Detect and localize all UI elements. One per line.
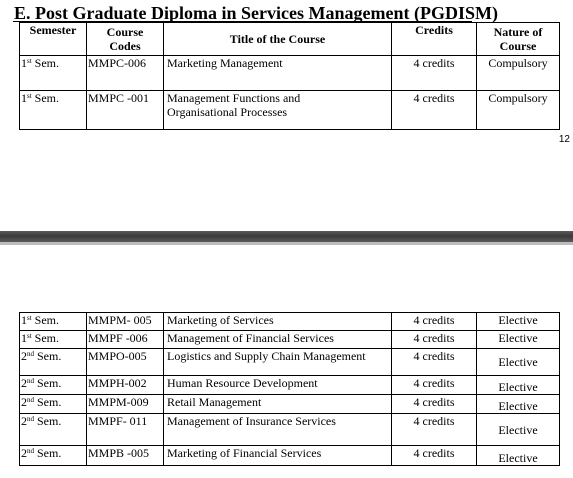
semester-number: 2 bbox=[21, 414, 27, 428]
credits-cell: 4 credits bbox=[392, 395, 477, 414]
semester-suffix: nd bbox=[27, 377, 34, 385]
table-row bbox=[20, 395, 560, 414]
course-code-cell: MMPF- 011 bbox=[87, 414, 164, 446]
semester-word: Sem. bbox=[31, 331, 60, 345]
course-title-cell: Marketing of Services bbox=[164, 313, 392, 331]
semester-cell bbox=[20, 91, 87, 130]
semester-cell bbox=[20, 313, 87, 331]
course-code-cell: MMPM- 005 bbox=[87, 313, 164, 331]
header-course-codes bbox=[87, 23, 164, 56]
course-code-cell: MMPO-005 bbox=[87, 349, 164, 376]
course-title-cell: Management of Financial Services bbox=[164, 331, 392, 349]
header-course-codes-line2: Codes bbox=[109, 39, 141, 53]
semester-cell bbox=[20, 414, 87, 446]
course-title-cell: Logistics and Supply Chain Management bbox=[164, 349, 392, 376]
semester-word: Sem. bbox=[34, 446, 62, 460]
table-row bbox=[20, 414, 560, 446]
table-row bbox=[20, 313, 560, 331]
semester-word: Sem. bbox=[34, 376, 62, 390]
semester-cell bbox=[20, 395, 87, 414]
semester-suffix: nd bbox=[27, 415, 34, 423]
table-row bbox=[20, 56, 560, 91]
semester-suffix: st bbox=[27, 92, 32, 100]
page-number: 12 bbox=[558, 134, 570, 145]
credits-cell: 4 credits bbox=[392, 331, 477, 349]
course-code-cell: MMPM-009 bbox=[87, 395, 164, 414]
table-row bbox=[20, 446, 560, 466]
course-title-cell: Management of Insurance Services bbox=[164, 414, 392, 446]
course-code-cell: MMPF -006 bbox=[87, 331, 164, 349]
nature-cell: Elective bbox=[477, 446, 560, 466]
semester-suffix: nd bbox=[27, 396, 34, 404]
nature-cell: Elective bbox=[477, 414, 560, 446]
semester-word: Sem. bbox=[34, 414, 62, 428]
nature-cell: Elective bbox=[477, 395, 560, 414]
semester-number: 2 bbox=[21, 446, 27, 460]
semester-cell bbox=[20, 56, 87, 91]
course-code-cell: MMPC -001 bbox=[87, 91, 164, 130]
credits-cell: 4 credits bbox=[392, 446, 477, 466]
course-table-page-2 bbox=[19, 312, 560, 466]
course-code-cell: MMPH-002 bbox=[87, 376, 164, 395]
course-code-cell: MMPC-006 bbox=[87, 56, 164, 91]
header-nature bbox=[477, 23, 560, 56]
course-code-cell: MMPB -005 bbox=[87, 446, 164, 466]
table-header-row bbox=[20, 23, 560, 56]
course-title-line1: Marketing Management bbox=[167, 56, 283, 70]
semester-number: 2 bbox=[21, 395, 27, 409]
table-row bbox=[20, 91, 560, 130]
course-table-page-1 bbox=[19, 22, 560, 130]
semester-number: 2 bbox=[21, 349, 27, 363]
header-title: Title of the Course bbox=[164, 23, 392, 56]
header-course-codes-line1: Course bbox=[106, 25, 144, 39]
semester-cell bbox=[20, 349, 87, 376]
course-title-line2: Organisational Processes bbox=[167, 105, 288, 119]
semester-suffix: st bbox=[27, 332, 32, 340]
nature-cell: Compulsory bbox=[477, 56, 560, 91]
semester-word: Sem. bbox=[31, 313, 60, 327]
semester-number: 1 bbox=[21, 313, 27, 327]
credits-cell: 4 credits bbox=[392, 349, 477, 376]
header-nature-line1: Nature of bbox=[493, 25, 543, 39]
nature-cell: Elective bbox=[477, 331, 560, 349]
credits-cell: 4 credits bbox=[392, 376, 477, 395]
semester-suffix: st bbox=[27, 314, 32, 322]
semester-word: Sem. bbox=[34, 395, 62, 409]
semester-word: Sem. bbox=[31, 91, 60, 105]
table-row bbox=[20, 349, 560, 376]
header-credits: Credits bbox=[392, 23, 477, 56]
nature-cell: Compulsory bbox=[477, 91, 560, 130]
course-title-cell: Marketing of Financial Services bbox=[164, 446, 392, 466]
semester-cell bbox=[20, 331, 87, 349]
semester-word: Sem. bbox=[34, 349, 62, 363]
semester-cell bbox=[20, 446, 87, 466]
page-break-shadow bbox=[0, 242, 573, 245]
header-nature-line2: Course bbox=[499, 39, 537, 53]
semester-number: 1 bbox=[21, 91, 27, 105]
page-break-divider bbox=[0, 231, 573, 242]
semester-word: Sem. bbox=[31, 56, 60, 70]
nature-cell: Elective bbox=[477, 313, 560, 331]
credits-cell: 4 credits bbox=[392, 56, 477, 91]
nature-cell: Elective bbox=[477, 376, 560, 395]
nature-cell: Elective bbox=[477, 349, 560, 376]
semester-cell bbox=[20, 376, 87, 395]
credits-cell: 4 credits bbox=[392, 91, 477, 130]
course-title-cell bbox=[164, 56, 392, 91]
credits-cell: 4 credits bbox=[392, 414, 477, 446]
semester-suffix: st bbox=[27, 57, 32, 65]
semester-number: 2 bbox=[21, 376, 27, 390]
section-title: E. Post Graduate Diploma in Services Management (PGDISM) bbox=[14, 3, 498, 23]
course-title-line1: Management Functions and bbox=[167, 91, 301, 105]
semester-suffix: nd bbox=[27, 350, 34, 358]
course-title-cell: Human Resource Development bbox=[164, 376, 392, 395]
header-semester: Semester bbox=[20, 23, 87, 56]
semester-number: 1 bbox=[21, 331, 27, 345]
course-title-cell: Retail Management bbox=[164, 395, 392, 414]
semester-suffix: nd bbox=[27, 447, 34, 455]
course-title-cell bbox=[164, 91, 392, 130]
credits-cell: 4 credits bbox=[392, 313, 477, 331]
table-row bbox=[20, 376, 560, 395]
semester-number: 1 bbox=[21, 56, 27, 70]
table-row bbox=[20, 331, 560, 349]
